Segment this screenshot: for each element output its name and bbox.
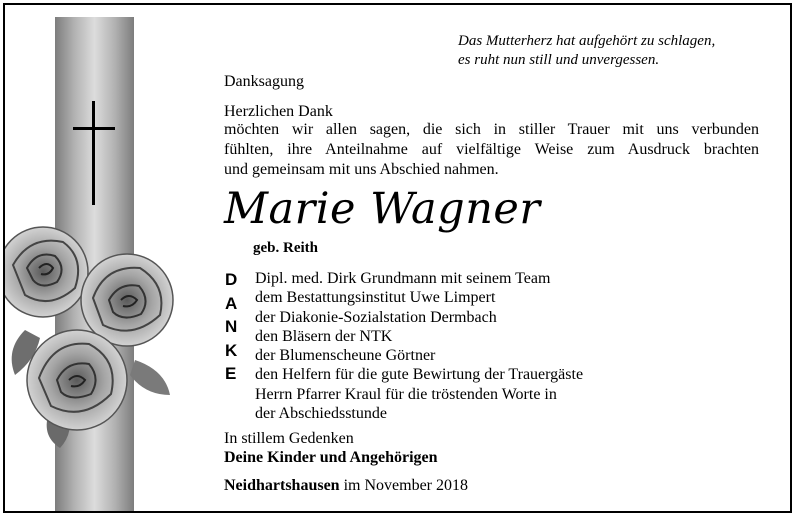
thanks-list [255,269,583,423]
epitaph-line: Das Mutterherz hat aufgehört zu schlagen, [458,33,716,49]
thanks-paragraph [224,120,759,180]
list-item: den Bläsern der NTK [255,327,393,345]
list-item: der Abschiedsstunde [255,405,387,423]
greeting: Herzlichen Dank [224,103,333,120]
list-item: der Diakonie-Sozialstation Dermbach [255,308,497,326]
danke-acrostic [225,268,245,386]
epitaph-line: es ruht nun still und unvergessen. [458,52,660,68]
danke-letter: N [225,317,238,336]
danke-letter: E [225,364,237,383]
danke-letter: D [225,270,238,289]
family-signature: Deine Kinder und Angehörigen [224,449,438,466]
roses-image [5,210,180,450]
epitaph-quote [458,32,778,70]
list-item: der Blumenscheune Görtner [255,347,436,365]
paragraph-line: und gemeinsam mit uns Abschied nahmen. [224,161,499,178]
place-date [224,476,468,496]
list-item: Dipl. med. Dirk Grundmann mit seinem Team [255,270,551,287]
place: Neidhartshausen [224,477,340,494]
cross-icon [73,101,115,205]
paragraph-line: möchten wir allen sagen, die sich in stiller Trauer mit uns verbunden [224,121,759,138]
danke-letter: K [225,340,238,360]
closing-line: In stillem Gedenken [224,430,354,447]
list-item: Herrn Pfarrer Kraul für die tröstenden Worte in [255,385,557,403]
date: im November 2018 [343,477,468,494]
paragraph-line: fühlten, ihre Anteilnahme auf vielfältige Weise zum Ausdruck brachten [224,141,759,158]
danke-letter: A [225,293,238,313]
maiden-name: geb. Reith [253,240,318,256]
heading: Danksagung [224,73,304,90]
list-item: den Helfern für die gute Bewirtung der Trauergäste [255,366,584,384]
obituary-card [3,3,792,513]
list-item: dem Bestattungsinstitut Uwe Limpert [255,289,496,307]
deceased-name: Marie Wagner [224,184,541,234]
